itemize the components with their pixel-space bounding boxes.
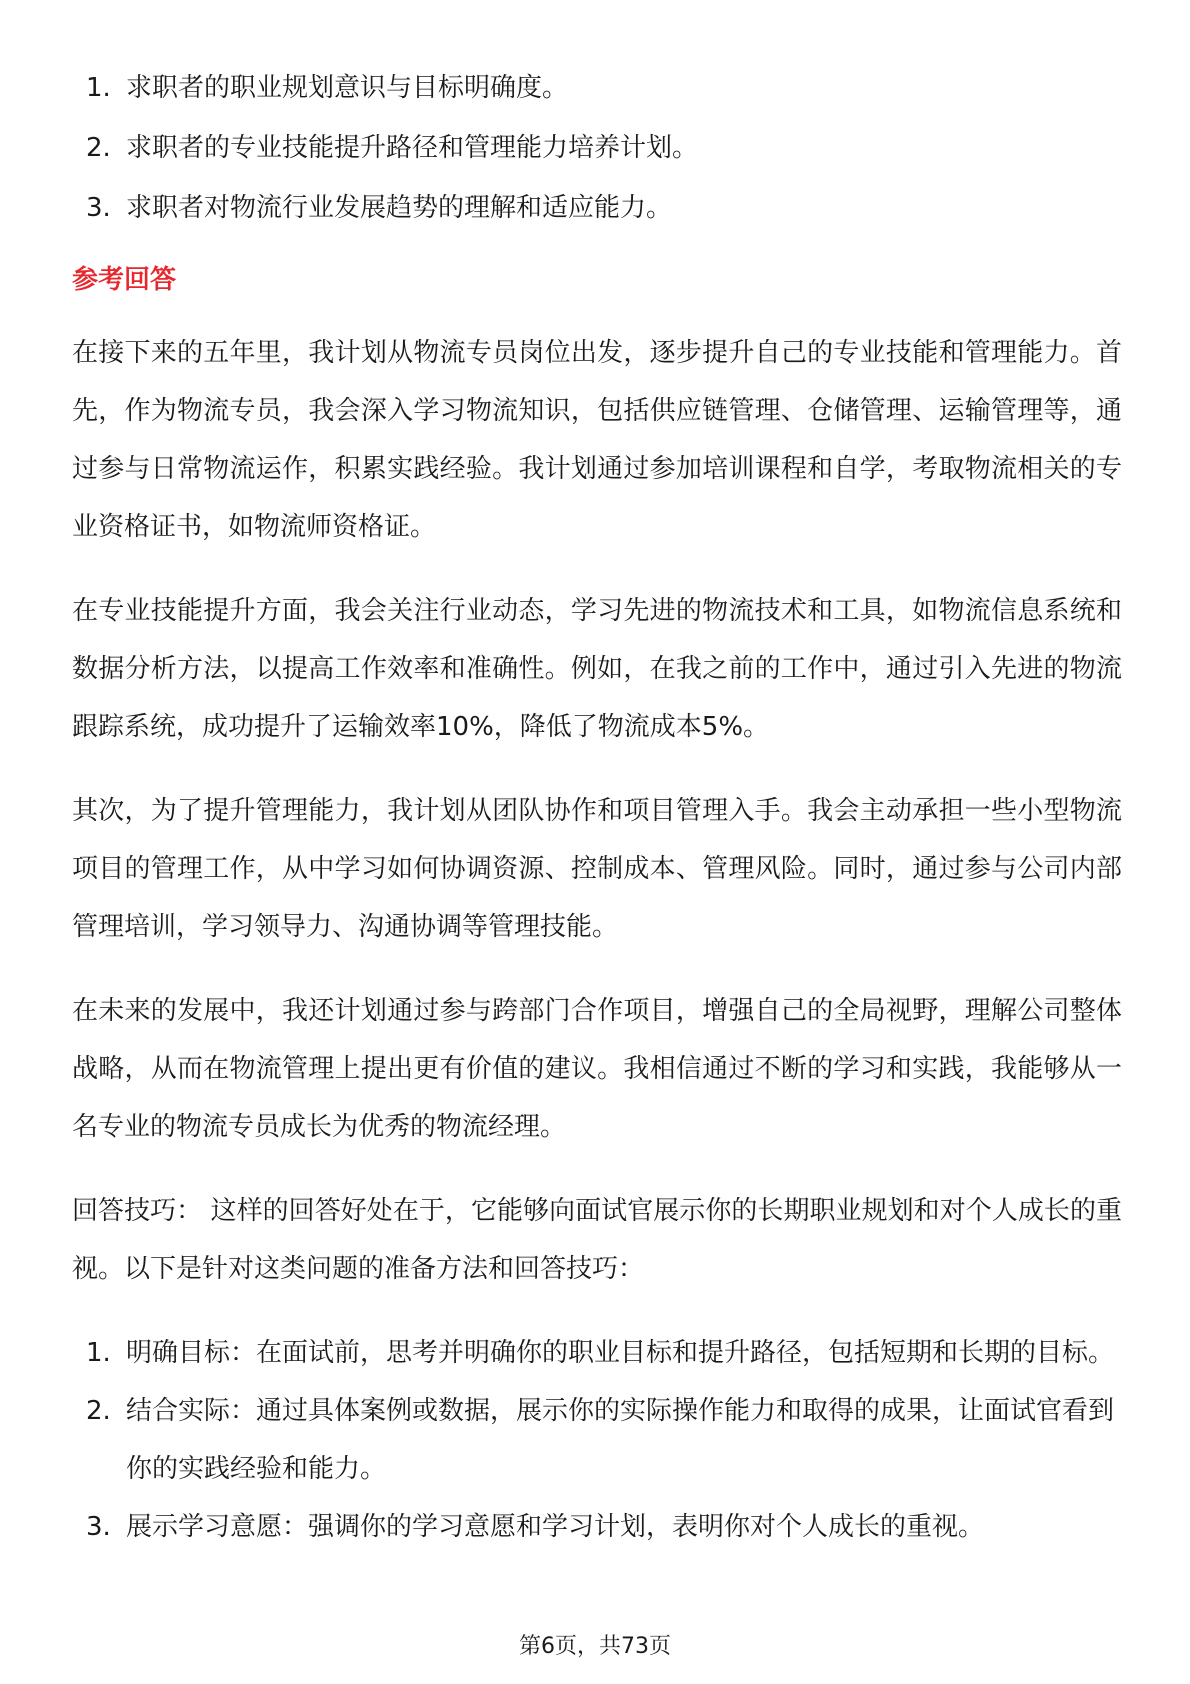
answer-heading: 参考回答 (72, 265, 177, 295)
answer-paragraph: 在接下来的五年里，我计划从物流专员岗位出发，逐步提升自己的专业技能和管理能力。首先，作为物流专员，我会深入学习物流知识，包括供应链管理、仓储管理、运输管理等，通过参与日常物流运作，积累实践经验。我计划通过参加培训课程和自学，考取物流相关的专业资格证书，如物流师资格证。 (72, 338, 1122, 542)
list-item-text: 求职者对物流行业发展趋势的理解和适应能力。 (126, 193, 673, 223)
evaluation-points-list (72, 58, 1122, 238)
tips-intro: 回答技巧： 这样的回答好处在于，它能够向面试官展示你的长期职业规划和对个人成长的重视。以下是针对这类问题的准备方法和回答技巧： (72, 1196, 1122, 1284)
list-item-text: 求职者的职业规划意识与目标明确度。 (126, 73, 569, 103)
list-item (72, 58, 1122, 118)
list-item-number: 3. (86, 1512, 111, 1542)
list-item-number: 1. (86, 73, 111, 103)
answer-paragraph: 在专业技能提升方面，我会关注行业动态，学习先进的物流技术和工具，如物流信息系统和数据分析方法，以提高工作效率和准确性。例如，在我之前的工作中，通过引入先进的物流跟踪系统，成功提升了运输效率10%，降低了物流成本5%。 (72, 596, 1122, 742)
list-item (72, 118, 1122, 178)
list-item-number: 2. (86, 1396, 111, 1426)
list-item-text: 结合实际：通过具体案例或数据，展示你的实际操作能力和取得的成果，让面试官看到你的实践经验和能力。 (126, 1396, 1115, 1484)
tips-list (72, 1324, 1122, 1556)
list-item (72, 1382, 1122, 1498)
list-item-number: 2. (86, 133, 111, 163)
list-item (72, 1324, 1122, 1382)
list-item-number: 3. (86, 193, 111, 223)
list-item-text: 展示学习意愿：强调你的学习意愿和学习计划，表明你对个人成长的重视。 (126, 1512, 985, 1542)
document-body (72, 58, 1122, 1556)
list-item (72, 178, 1122, 238)
page-footer: 第6页，共73页 (519, 1634, 671, 1659)
list-item (72, 1498, 1122, 1556)
answer-paragraph: 其次，为了提升管理能力，我计划从团队协作和项目管理入手。我会主动承担一些小型物流项目的管理工作，从中学习如何协调资源、控制成本、管理风险。同时，通过参与公司内部管理培训，学习领导力、沟通协调等管理技能。 (72, 796, 1122, 942)
list-item-text: 求职者的专业技能提升路径和管理能力培养计划。 (126, 133, 699, 163)
answer-paragraph: 在未来的发展中，我还计划通过参与跨部门合作项目，增强自己的全局视野，理解公司整体战略，从而在物流管理上提出更有价值的建议。我相信通过不断的学习和实践，我能够从一名专业的物流专员成长为优秀的物流经理。 (72, 996, 1122, 1142)
list-item-number: 1. (86, 1338, 111, 1368)
list-item-text: 明确目标：在面试前，思考并明确你的职业目标和提升路径，包括短期和长期的目标。 (126, 1338, 1115, 1368)
